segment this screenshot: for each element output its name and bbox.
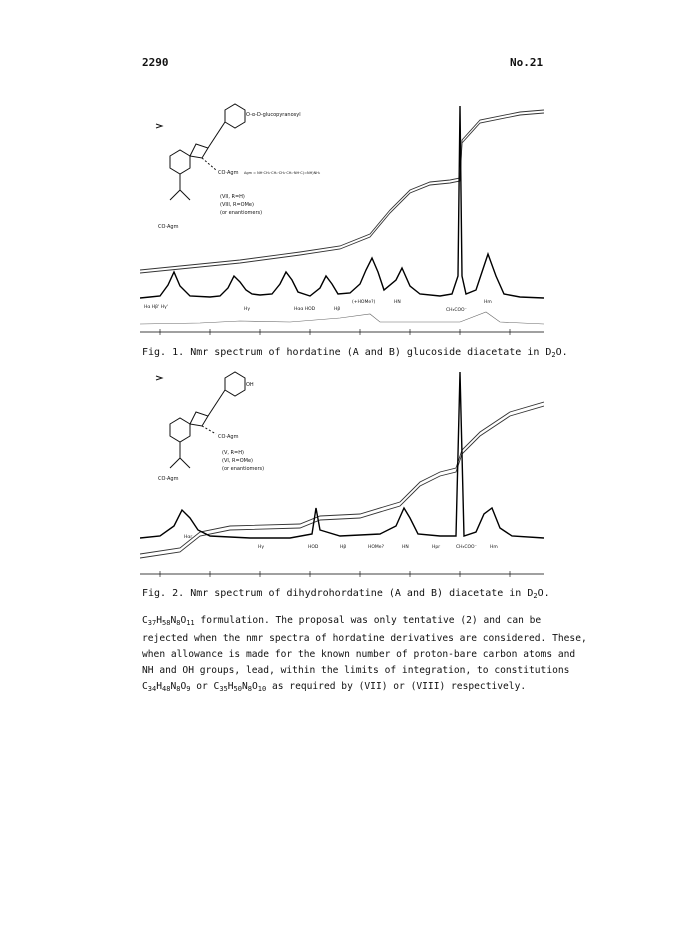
figure-2-peak-label: Hm [490, 545, 498, 550]
figure-1-peak-label: Hαα HOD [294, 307, 316, 312]
figure-1-compound-label: (VII, R=H) [220, 194, 245, 200]
figure-1-peak-label: CH₃COO⁻ [446, 308, 467, 313]
figure-2-peak-label: Hαr [184, 535, 193, 540]
body-line: NH and OH groups, lead, within the limits of integration, to constitutions [142, 665, 570, 676]
body-text [142, 613, 587, 697]
figure-1-peak-label: Hα Hβ' Hγ' [144, 305, 168, 310]
figure-2-group-label: CO·Agm [218, 434, 239, 440]
figure-2-peak-label: Hβ [340, 545, 347, 550]
figure-2 [140, 368, 544, 592]
figure-2-compound-label: (V, R=H) [222, 450, 244, 456]
body-line: rejected when the nmr spectra of hordatine derivatives are considered. These, [142, 633, 587, 644]
figure-1-integral-trace [140, 110, 544, 270]
figure-1 [140, 100, 544, 352]
figure-2-peak-label: CH₃COO⁻ [456, 545, 477, 550]
figure-2-compound-label: (VI, R=OMe) [222, 458, 253, 464]
figure-1-peak-label: (+HOMe?) [352, 300, 376, 305]
figure-1-compound-label: (VIII, R=OMe) [220, 202, 254, 208]
figure-2-peak-label: HN [402, 545, 409, 550]
figure-2-peak-label: HOD [308, 545, 319, 550]
journal-issue: No.21 [510, 56, 544, 69]
figure-1-substituent: O-α-D-glucopyranosyl [246, 112, 301, 118]
body-line: $C_{34}H_{48}N_8O_9$ or $C_{35}H_{50}N_8O_{10}$ as required by (VII) or (VIII) respectively. [142, 681, 527, 693]
figure-1-spectrum [140, 100, 544, 352]
body-line: when allowance is made for the known number of proton-bare carbon atoms and [142, 649, 576, 660]
figure-2-caption: Fig. 2. Nmr spectrum of dihydrohordatine (A and B) diacetate in $D_2O$. [142, 588, 550, 600]
figure-1-compound-label: (or enantiomers) [220, 210, 263, 216]
figure-2-group-label-lower: CO·Agm [158, 476, 179, 482]
figure-1-structure [156, 104, 245, 200]
figure-2-spectrum-trace [140, 372, 544, 538]
page-number: 2290 [142, 56, 169, 69]
figure-1-spectrum-trace [140, 106, 544, 298]
figure-2-spectrum [140, 368, 544, 592]
figure-1-integral-trace [140, 113, 544, 273]
figure-1-peak-label: HN [394, 300, 401, 305]
figure-1-group-label: CO·Agm [218, 170, 239, 176]
figure-1-caption: Fig. 1. Nmr spectrum of hordatine (A and B) glucoside diacetate in $D_2O$. [142, 347, 568, 359]
figure-2-compound-label: (or enantiomers) [222, 466, 265, 472]
figure-2-peak-label: Hγ [258, 545, 265, 550]
figure-1-peak-label: Hm [484, 300, 492, 305]
figure-1-peak-label: Hβ [334, 307, 341, 312]
figure-1-peak-label: Hγ [244, 307, 251, 312]
figure-2-peak-label: Hpr [432, 545, 441, 550]
figure-2-substituent: OH [246, 382, 254, 388]
figure-1-group-label-lower: CO·Agm [158, 224, 179, 230]
figure-1-agm-definition: Agm = NH·CH₂·CH₂·CH₂·CH₂·NH·C(=NH)NH₂ [244, 171, 321, 175]
figure-1-baseline-trace [140, 312, 544, 324]
body-line: $C_{37}H_{58}N_8O_{11}$ formulation. The proposal was only tentative (2) and can be [142, 615, 542, 627]
figure-2-peak-label: HOMe? [368, 545, 384, 550]
